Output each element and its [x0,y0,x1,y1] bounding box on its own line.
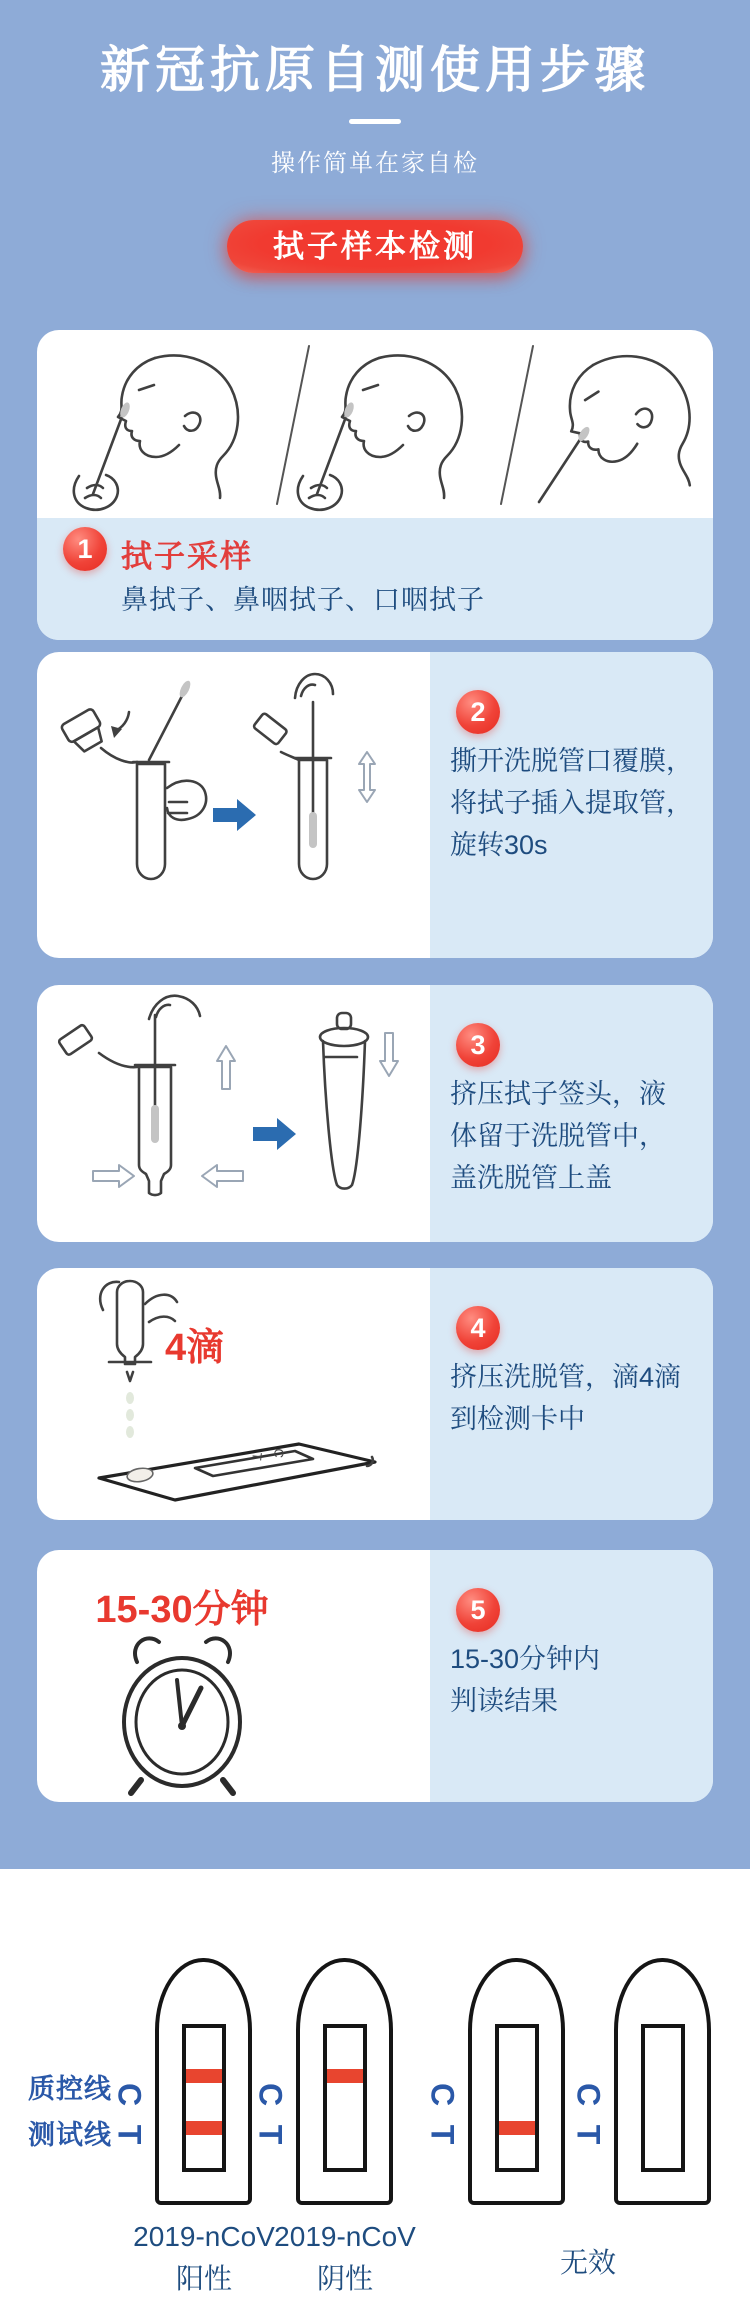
squeeze-arrow-right-icon [202,1165,243,1187]
control-line [186,2069,222,2083]
cassette-invalid-t-only [424,1958,565,2205]
step3-panel [430,985,713,1242]
step1-number-badge: 1 [63,527,107,571]
control-line-label: 质控线 [28,2074,112,2104]
step1-description: 鼻拭子、鼻咽拭子、口咽拭子 [121,585,485,615]
step1-card [37,330,713,640]
step2-number-badge: 2 [456,690,500,734]
results-section [0,1869,750,2304]
result-label-positive: 阳性 [175,2263,232,2294]
step4-panel [430,1268,713,1520]
result-label-negative: 阴性 [316,2263,373,2294]
c-letter: C [424,2082,461,2107]
cassette-negative [252,1958,393,2205]
page-subtitle: 操作简单在家自检 [271,150,479,177]
squeeze-arrow-left-icon [93,1165,134,1187]
page-title: 新冠抗原自测使用步骤 [100,42,650,98]
drop-icon [126,1409,134,1421]
card-c-mark: C [271,1447,287,1459]
step5-number-badge: 5 [456,1588,500,1632]
cassette-invalid-blank [570,1958,711,2205]
arrow-down-icon [380,1033,398,1076]
test-line-label: 测试线 [28,2120,112,2150]
step5-text: 15-30分钟内 判读结果 [450,1644,601,1716]
step4-card [37,1268,713,1520]
step5-annotation: 15-30分钟 [95,1589,269,1631]
t-letter: T [111,2124,148,2145]
arrow-up-down-icon [359,752,375,802]
result-label-positive-virus: 2019-nCoV [133,2221,275,2252]
t-letter: T [252,2124,289,2145]
c-letter: C [570,2082,607,2107]
result-label-negative-virus: 2019-nCoV [274,2221,416,2252]
card-t-mark: T [249,1451,265,1462]
alarm-clock-icon [95,1634,270,1796]
squeeze-swab-cap-tube-illustration [37,989,430,1239]
step1-caption [37,518,713,640]
arrow-right-icon [213,799,256,831]
step3-card [37,985,713,1242]
control-line [327,2069,363,2083]
t-letter: T [424,2124,461,2145]
open-tube-insert-swab-illustration [37,662,430,948]
step2-panel [430,652,713,958]
drop-icon [126,1392,134,1404]
step4-annotation: 4滴 [165,1327,225,1369]
section-badge: 拭子样本检测 [227,220,523,273]
step5-card [37,1550,713,1802]
step2-card [37,652,713,958]
step3-text: 挤压拭子签头，液 体留于洗脱管中， 盖洗脱管上盖 [450,1079,666,1193]
step5-panel [430,1550,713,1802]
step4-number-badge: 4 [456,1306,500,1350]
step2-text: 撕开洗脱管口覆膜， 将拭子插入提取管， 旋转30s [450,746,693,860]
swab-sampling-illustration [37,338,713,516]
drop-icon [126,1426,134,1438]
t-letter: T [570,2124,607,2145]
drip-into-test-card-illustration [37,1276,430,1516]
title-divider [349,119,401,124]
c-letter: C [111,2082,148,2107]
arrow-right-icon [253,1118,296,1150]
step3-number-badge: 3 [456,1023,500,1067]
result-label-invalid: 无效 [559,2247,616,2278]
arrow-up-icon [217,1046,235,1089]
c-letter: C [252,2082,289,2107]
cassette-positive [111,1958,252,2205]
step4-text: 挤压洗脱管，滴4滴 到检测卡中 [450,1362,682,1434]
step1-title: 拭子采样 [121,539,253,574]
test-line [499,2121,535,2135]
test-line [186,2121,222,2135]
